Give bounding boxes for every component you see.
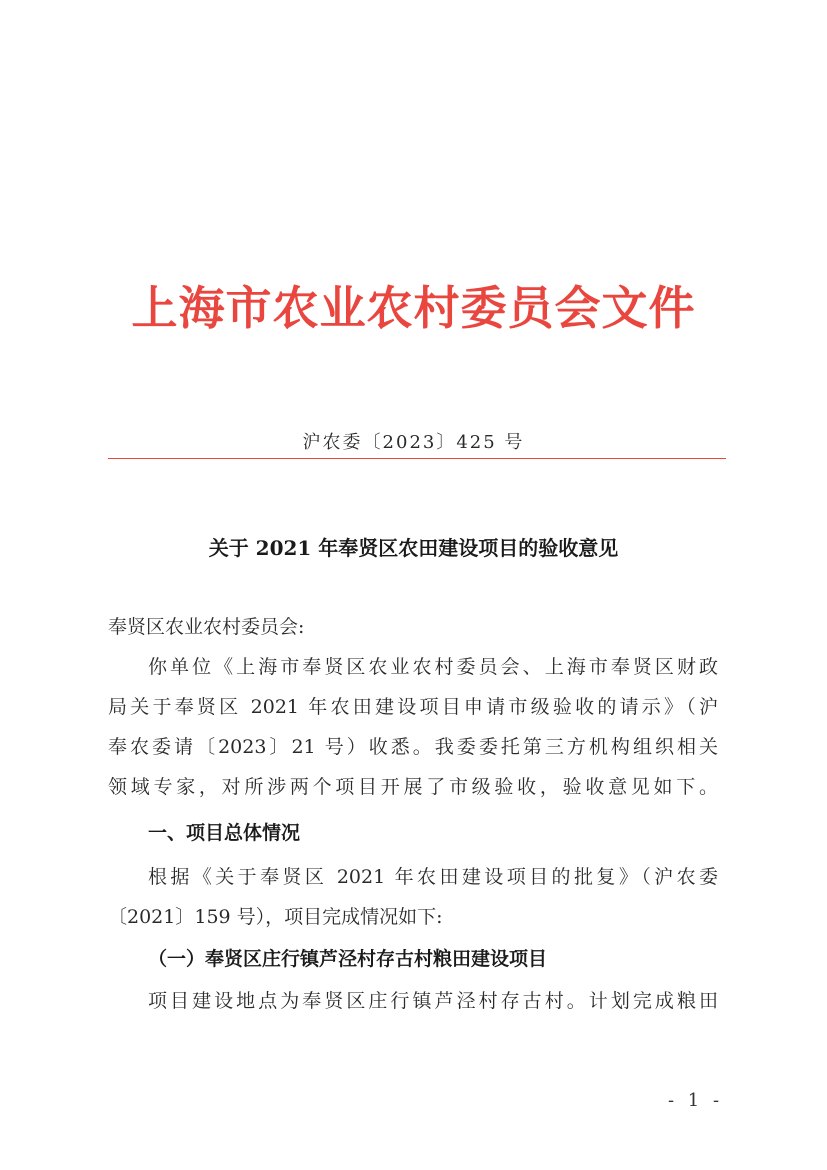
subsection-heading: （一）奉贤区庄行镇芦泾村存古村粮田建设项目 bbox=[148, 948, 548, 970]
section-heading: 一、项目总体情况 bbox=[148, 822, 301, 844]
document-number: 沪农委〔2023〕425 号 bbox=[302, 432, 525, 453]
page-number: - 1 - bbox=[668, 1090, 724, 1111]
document-title: 关于 2021 年奉贤区农田建设项目的验收意见 bbox=[208, 536, 619, 560]
document-header-title: 上海市农业农村委员会文件 bbox=[131, 281, 696, 335]
paragraph-line: 〔2021〕159 号），项目完成情况如下: bbox=[108, 906, 443, 928]
paragraph-line: 奉农委请〔2023〕21 号）收悉。我委委托第三方机构组织相关 bbox=[108, 736, 718, 758]
paragraph-line: 领域专家，对所涉两个项目开展了市级验收，验收意见如下。 bbox=[108, 776, 718, 798]
paragraph-line: 你单位《上海市奉贤区农业农村委员会、上海市奉贤区财政 bbox=[148, 656, 718, 678]
paragraph-line: 根据《关于奉贤区 2021 年农田建设项目的批复》（沪农委 bbox=[148, 866, 718, 888]
addressee: 奉贤区农业农村委员会: bbox=[108, 616, 305, 638]
paragraph-line: 项目建设地点为奉贤区庄行镇芦泾村存古村。计划完成粮田 bbox=[148, 990, 718, 1012]
paragraph-line: 局关于奉贤区 2021 年农田建设项目申请市级验收的请示》（沪 bbox=[108, 696, 718, 718]
red-divider-line bbox=[108, 458, 726, 459]
